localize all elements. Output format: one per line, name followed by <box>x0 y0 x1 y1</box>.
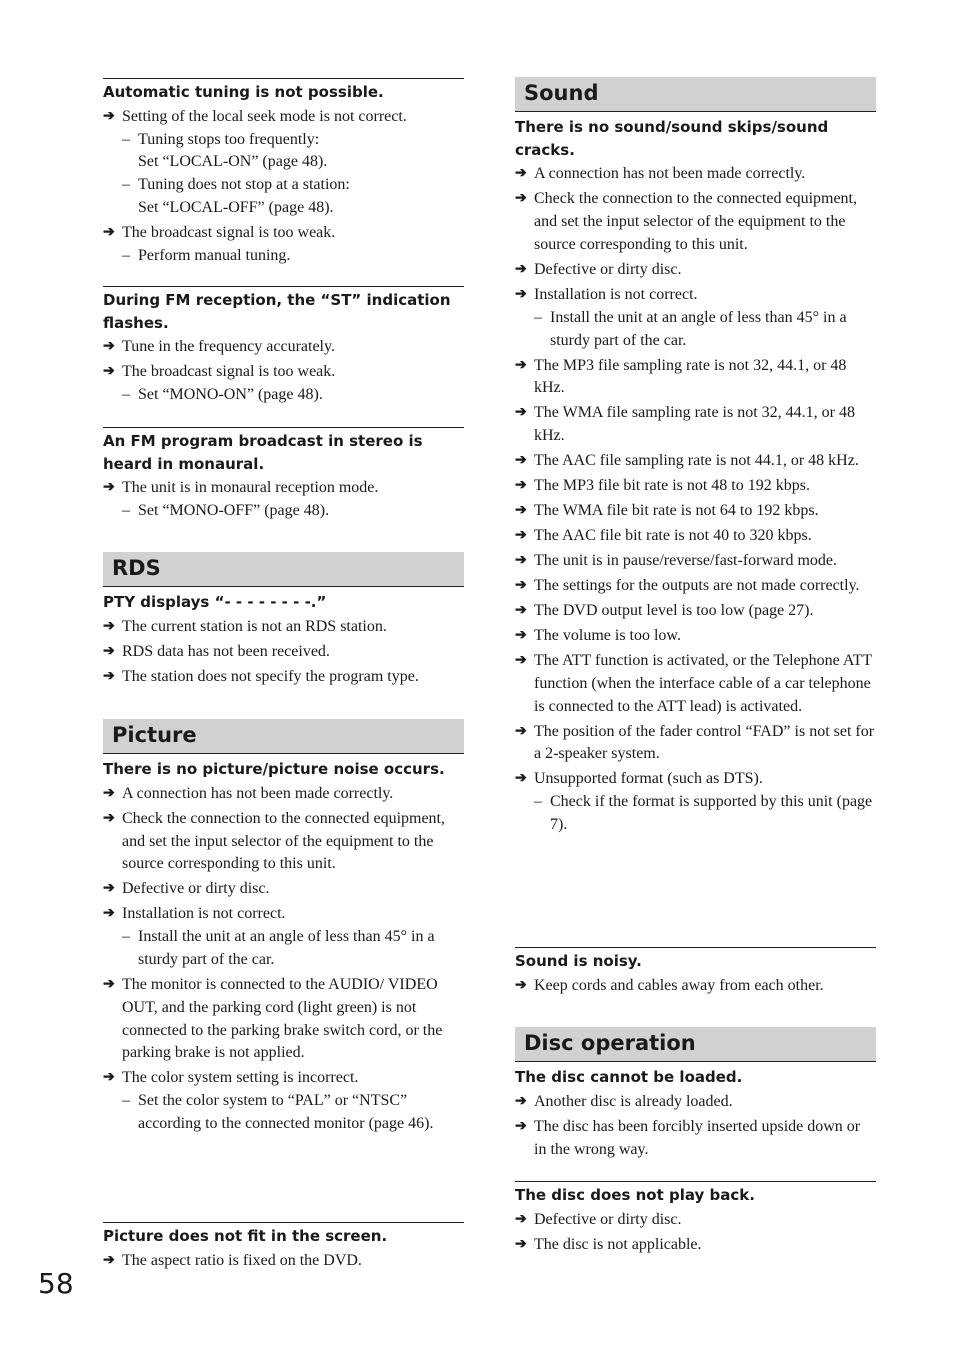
arrow-icon: ➔ <box>515 503 527 519</box>
arrow-icon: ➔ <box>103 339 115 355</box>
dash-icon: – <box>534 308 542 326</box>
arrow-icon: ➔ <box>515 771 527 787</box>
remedy-item: ➔ RDS data has not been received. <box>103 641 464 664</box>
remedy-item: ➔ The disc has been forcibly inserted upside down or in the wrong way. <box>515 1117 861 1158</box>
dash-icon: – <box>534 793 542 811</box>
arrow-icon: ➔ <box>515 652 527 668</box>
arrow-icon: ➔ <box>515 577 527 593</box>
arrow-icon: ➔ <box>103 906 115 922</box>
remedy-item: ➔ Unsupported format (such as DTS). <box>515 768 876 791</box>
dash-icon: – <box>122 130 130 148</box>
arrow-icon: ➔ <box>515 286 527 302</box>
arrow-icon: ➔ <box>515 528 527 544</box>
remedy-item: ➔ The broadcast signal is too weak. <box>103 222 464 245</box>
sub-item: – Set “MONO-ON” (page 48). <box>103 384 464 407</box>
remedy-item: ➔ The broadcast signal is too weak. <box>103 361 464 384</box>
remedy-item: ➔ Check the connection to the connected equipment, and set the input selector of the equipment to the source corresponding to this unit. <box>103 809 445 873</box>
remedy-item: ➔ Check the connection to the connected equipment, and set the input selector of the equipment to the source corresponding to this unit. <box>515 190 857 253</box>
arrow-icon: ➔ <box>515 977 527 993</box>
remedy-item: ➔ The DVD output level is too low (page 27). <box>515 600 876 623</box>
sub-item: – Tuning stops too frequently: <box>103 129 464 152</box>
arrow-icon: ➔ <box>515 453 527 469</box>
remedy-item: ➔ The aspect ratio is fixed on the DVD. <box>103 1250 464 1273</box>
remedy-item: ➔ Tune in the frequency accurately. <box>103 336 464 359</box>
arrow-icon: ➔ <box>515 1236 527 1252</box>
arrow-icon: ➔ <box>515 478 527 494</box>
section-header-disc-operation <box>515 1027 876 1062</box>
remedy-item: ➔ The unit is in pause/reverse/fast-forward mode. <box>515 550 876 573</box>
arrow-icon: ➔ <box>103 364 115 380</box>
section-title: Picture <box>112 723 197 747</box>
arrow-icon: ➔ <box>103 108 115 124</box>
arrow-icon: ➔ <box>103 224 115 240</box>
section-title: Sound <box>524 81 599 105</box>
topic-monaural <box>103 427 464 523</box>
sub-item: – Set the color system to “PAL” or “NTSC” according to the connected monitor (page 46). <box>122 1092 434 1132</box>
remedy-item: ➔ The settings for the outputs are not made correctly. <box>515 575 876 598</box>
topic-title: During FM reception, the “ST” indication flashes. <box>103 291 451 332</box>
arrow-icon: ➔ <box>103 668 115 684</box>
topic-picture-fit <box>103 1222 464 1273</box>
remedy-item: ➔ Another disc is already loaded. <box>515 1091 876 1114</box>
remedy-item: ➔ The monitor is connected to the AUDIO/ VIDEO OUT, and the parking cord (light green) is not connected to the parking brake switch cord, or the parking brake is not applied. <box>103 975 443 1062</box>
arrow-icon: ➔ <box>103 1252 115 1268</box>
remedy-item: ➔ The WMA file sampling rate is not 32, 44.1, or 48 kHz. <box>515 404 855 445</box>
dash-icon: – <box>122 386 130 404</box>
topic-title: Picture does not fit in the screen. <box>103 1227 388 1245</box>
arrow-icon: ➔ <box>103 810 115 826</box>
remedy-item: ➔ The MP3 file sampling rate is not 32, 44.1, or 48 kHz. <box>515 356 847 397</box>
arrow-icon: ➔ <box>515 602 527 618</box>
sub-item: – Check if the format is supported by this unit (page 7). <box>534 793 873 833</box>
sub-item: – Install the unit at an angle of less than 45° in a sturdy part of the car. <box>534 308 847 349</box>
topic-title: The disc does not play back. <box>515 1186 755 1204</box>
dash-icon: – <box>122 928 130 946</box>
remedy-item: ➔ Keep cords and cables away from each other. <box>515 975 876 998</box>
remedy-item: ➔ Setting of the local seek mode is not correct. <box>103 106 464 129</box>
remedy-item: ➔ The disc is not applicable. <box>515 1234 876 1257</box>
remedy-item: ➔ The AAC file bit rate is not 40 to 320 kbps. <box>515 525 876 548</box>
topic-title: The disc cannot be loaded. <box>515 1068 743 1086</box>
arrow-icon: ➔ <box>515 405 527 421</box>
remedy-item: ➔ The MP3 file bit rate is not 48 to 192 kbps. <box>515 475 876 498</box>
dash-icon: – <box>122 502 130 520</box>
remedy-item: ➔ The unit is in monaural reception mode. <box>103 477 464 500</box>
arrow-icon: ➔ <box>515 357 527 373</box>
arrow-icon: ➔ <box>103 1070 115 1086</box>
arrow-icon: ➔ <box>515 191 527 207</box>
topic-title: There is no sound/sound skips/sound cracks. <box>515 118 829 159</box>
topic-disc-cannot-load <box>515 1066 876 1161</box>
remedy-item: ➔ The position of the fader control “FAD” is not set for a 2-speaker system. <box>515 722 875 763</box>
remedy-item: ➔ A connection has not been made correctly. <box>103 783 464 806</box>
remedy-item: ➔ The color system setting is incorrect. <box>103 1067 464 1090</box>
topic-sound-noisy <box>515 947 876 998</box>
remedy-item: ➔ Defective or dirty disc. <box>515 1209 876 1232</box>
arrow-icon: ➔ <box>103 976 115 992</box>
sub-item: Set “LOCAL-OFF” (page 48). <box>138 198 334 216</box>
sub-item: – Set “MONO-OFF” (page 48). <box>103 500 464 523</box>
remedy-item: ➔ Defective or dirty disc. <box>515 259 876 282</box>
arrow-icon: ➔ <box>515 723 527 739</box>
arrow-icon: ➔ <box>515 553 527 568</box>
arrow-icon: ➔ <box>515 1211 527 1227</box>
remedy-item: ➔ The station does not specify the program type. <box>103 666 464 689</box>
arrow-icon: ➔ <box>515 166 527 182</box>
topic-title: Automatic tuning is not possible. <box>103 83 384 101</box>
arrow-icon: ➔ <box>103 785 115 801</box>
arrow-icon: ➔ <box>103 480 115 496</box>
arrow-icon: ➔ <box>515 1093 527 1109</box>
arrow-icon: ➔ <box>515 627 527 643</box>
topic-disc-no-playback <box>515 1181 876 1257</box>
remedy-item: ➔ The ATT function is activated, or the Telephone ATT function (when the interface cable of a car telephone is connected to the ATT lead) is activated. <box>515 651 872 715</box>
sub-item: – Tuning does not stop at a station: <box>103 174 464 197</box>
remedy-item: ➔ Installation is not correct. <box>103 903 464 926</box>
remedy-item: ➔ The WMA file bit rate is not 64 to 192 kbps. <box>515 500 876 523</box>
topic-no-sound <box>515 116 876 837</box>
section-title: Disc operation <box>524 1031 696 1055</box>
topic-title: PTY displays “- - - - - - - -.” <box>103 593 327 611</box>
remedy-item: ➔ The AAC file sampling rate is not 44.1, or 48 kHz. <box>515 450 876 473</box>
topic-title: An FM program broadcast in stereo is heard in monaural. <box>103 432 423 473</box>
topic-automatic-tuning <box>103 78 464 268</box>
topic-st-flashes <box>103 286 464 407</box>
section-header-sound <box>515 77 876 112</box>
topic-no-picture <box>103 758 464 1136</box>
dash-icon: – <box>122 1092 130 1110</box>
remedy-item: ➔ Installation is not correct. <box>515 284 876 307</box>
topic-title: There is no picture/picture noise occurs. <box>103 760 445 778</box>
page-number: 58 <box>38 1267 74 1300</box>
section-header-picture <box>103 719 464 754</box>
sub-item: – Perform manual tuning. <box>103 245 464 268</box>
sub-item: – Install the unit at an angle of less than 45° in a sturdy part of the car. <box>122 928 435 968</box>
arrow-icon: ➔ <box>515 1118 527 1134</box>
arrow-icon: ➔ <box>103 618 115 634</box>
arrow-icon: ➔ <box>515 261 527 277</box>
section-header-rds <box>103 552 464 587</box>
dash-icon: – <box>122 176 130 194</box>
arrow-icon: ➔ <box>103 881 115 897</box>
sub-item: Set “LOCAL-ON” (page 48). <box>138 153 328 171</box>
topic-pty-displays <box>103 591 464 689</box>
remedy-item: ➔ Defective or dirty disc. <box>103 878 464 901</box>
topic-title: Sound is noisy. <box>515 952 642 970</box>
remedy-item: ➔ A connection has not been made correctly. <box>515 163 876 186</box>
dash-icon: – <box>122 246 130 264</box>
remedy-item: ➔ The current station is not an RDS station. <box>103 616 464 639</box>
remedy-item: ➔ The volume is too low. <box>515 625 876 648</box>
section-title: RDS <box>112 556 161 580</box>
arrow-icon: ➔ <box>103 643 115 659</box>
